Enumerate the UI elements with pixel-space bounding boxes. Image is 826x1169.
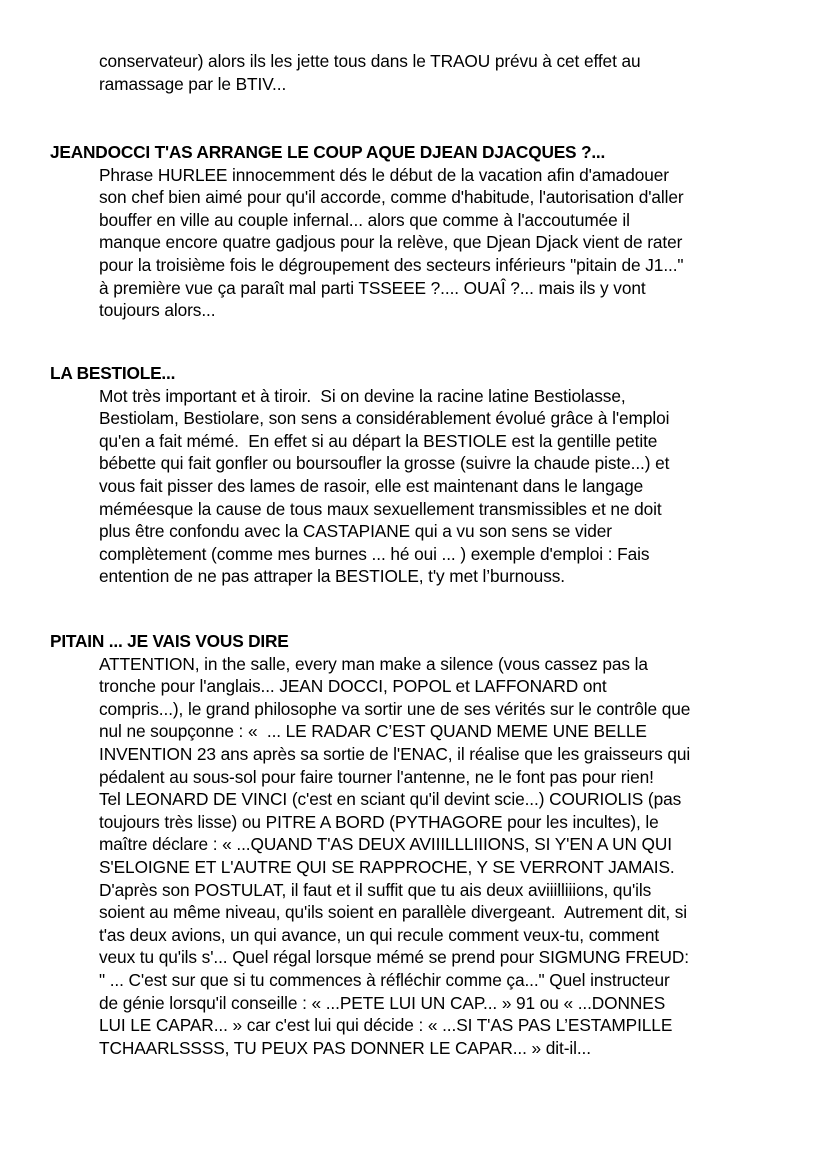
paragraph-line: soient au même niveau, qu'ils soient en parallèle divergeant. Autrement dit, si xyxy=(99,902,688,923)
paragraph-line: à première vue ça paraît mal parti TSSEEE ?.... OUAÎ ?... mais ils y vont xyxy=(99,277,646,298)
paragraph-line: méméesque la cause de tous maux sexuellement transmissibles et ne doit xyxy=(99,498,662,519)
paragraph-line: de génie lorsqu'il conseille : « ...PETE LUI UN CAP... » 91 ou « ...DONNES xyxy=(99,992,666,1013)
paragraph-line: t'as deux avions, un qui avance, un qui recule comment veux-tu, comment xyxy=(99,924,660,945)
paragraph-line: TCHAARLSSSS, TU PEUX PAS DONNER LE CAPAR... » dit-il... xyxy=(99,1037,591,1058)
paragraph-line: Bestiolam, Bestiolare, son sens a considérablement évolué grâce à l'emploi xyxy=(99,408,670,429)
paragraph-line: INVENTION 23 ans après sa sortie de l'ENAC, il réalise que les graisseurs qui xyxy=(99,744,691,764)
paragraph-line: LUI LE CAPAR... » car c'est lui qui décide : « ...SI T'AS PAS L’ESTAMPILLE xyxy=(99,1015,673,1036)
section-heading: PITAIN ... JE VAIS VOUS DIRE xyxy=(50,631,289,651)
paragraph-line: compris...), le grand philosophe va sortir une de ses vérités sur le contrôle que xyxy=(99,698,691,719)
paragraph-line: toujours alors... xyxy=(99,300,216,321)
paragraph-line: maître déclare : « ...QUAND T'AS DEUX AVIIILLLIIIONS, SI Y'EN A UN QUI xyxy=(99,834,672,855)
paragraph-line: pour la troisième fois le dégroupement des secteurs inférieurs "pitain de J1..." xyxy=(99,255,684,275)
paragraph-line: veux tu qu'ils s'... Quel régal lorsque mémé se prend pour SIGMUNG FREUD: xyxy=(99,947,689,968)
paragraph-line: Mot très important et à tiroir. Si on devine la racine latine Bestiolasse, xyxy=(99,385,626,406)
section-heading: LA BESTIOLE... xyxy=(50,363,176,383)
paragraph-line: qu'en a fait mémé. En effet si au départ la BESTIOLE est la gentille petite xyxy=(99,430,658,451)
paragraph-line: bouffer en ville au couple infernal... alors que comme à l'accoutumée il xyxy=(99,209,630,230)
paragraph-line: S'ELOIGNE ET L'AUTRE QUI SE RAPPROCHE, Y SE VERRONT JAMAIS. xyxy=(99,857,675,877)
paragraph-line: pédalent au sous-sol pour faire tourner l'antenne, ne le font pas pour rien! xyxy=(99,766,654,787)
section-heading: JEANDOCCI T'AS ARRANGE LE COUP AQUE DJEAN DJACQUES ?... xyxy=(50,142,606,162)
paragraph-line: toujours très lisse) ou PITRE A BORD (PYTHAGORE pour les incultes), le xyxy=(99,811,659,832)
paragraph-line: D'après son POSTULAT, il faut et il suffit que tu ais deux aviiilliiions, qu'ils xyxy=(99,879,652,900)
paragraph-line: tronche pour l'anglais... JEAN DOCCI, POPOL et LAFFONARD ont xyxy=(99,676,607,697)
paragraph-line: Tel LEONARD DE VINCI (c'est en sciant qu'il devint scie...) COURIOLIS (pas xyxy=(99,789,682,810)
paragraph-line: " ... C'est sur que si tu commences à réfléchir comme ça..." Quel instructeur xyxy=(99,970,670,990)
paragraph-line: nul ne soupçonne : « ... LE RADAR C’EST QUAND MEME UNE BELLE xyxy=(99,721,647,742)
paragraph-line: bébette qui fait gonfler ou boursoufler la grosse (suivre la chaude piste...) et xyxy=(99,453,670,474)
paragraph-line: ramassage par le BTIV... xyxy=(99,73,287,94)
paragraph-line: Phrase HURLEE innocemment dés le début de la vacation afin d'amadouer xyxy=(99,164,669,185)
paragraph-line: entention de ne pas attraper la BESTIOLE, t'y met l’burnouss. xyxy=(99,566,565,587)
paragraph-line: vous fait pisser des lames de rasoir, elle est maintenant dans le langage xyxy=(99,476,644,496)
paragraph-line: complètement (comme mes burnes ... hé oui ... ) exemple d'emploi : Fais xyxy=(99,543,650,564)
paragraph-line: manque encore quatre gadjous pour la relève, que Djean Djack vient de rater xyxy=(99,232,683,253)
paragraph-line: son chef bien aimé pour qu'il accorde, comme d'habitude, l'autorisation d'aller xyxy=(99,187,684,208)
paragraph-line: ATTENTION, in the salle, every man make a silence (vous cassez pas la xyxy=(99,653,648,674)
paragraph-line: plus être confondu avec la CASTAPIANE qui a vu son sens se vider xyxy=(99,521,612,542)
paragraph-line: conservateur) alors ils les jette tous dans le TRAOU prévu à cet effet au xyxy=(99,51,641,71)
